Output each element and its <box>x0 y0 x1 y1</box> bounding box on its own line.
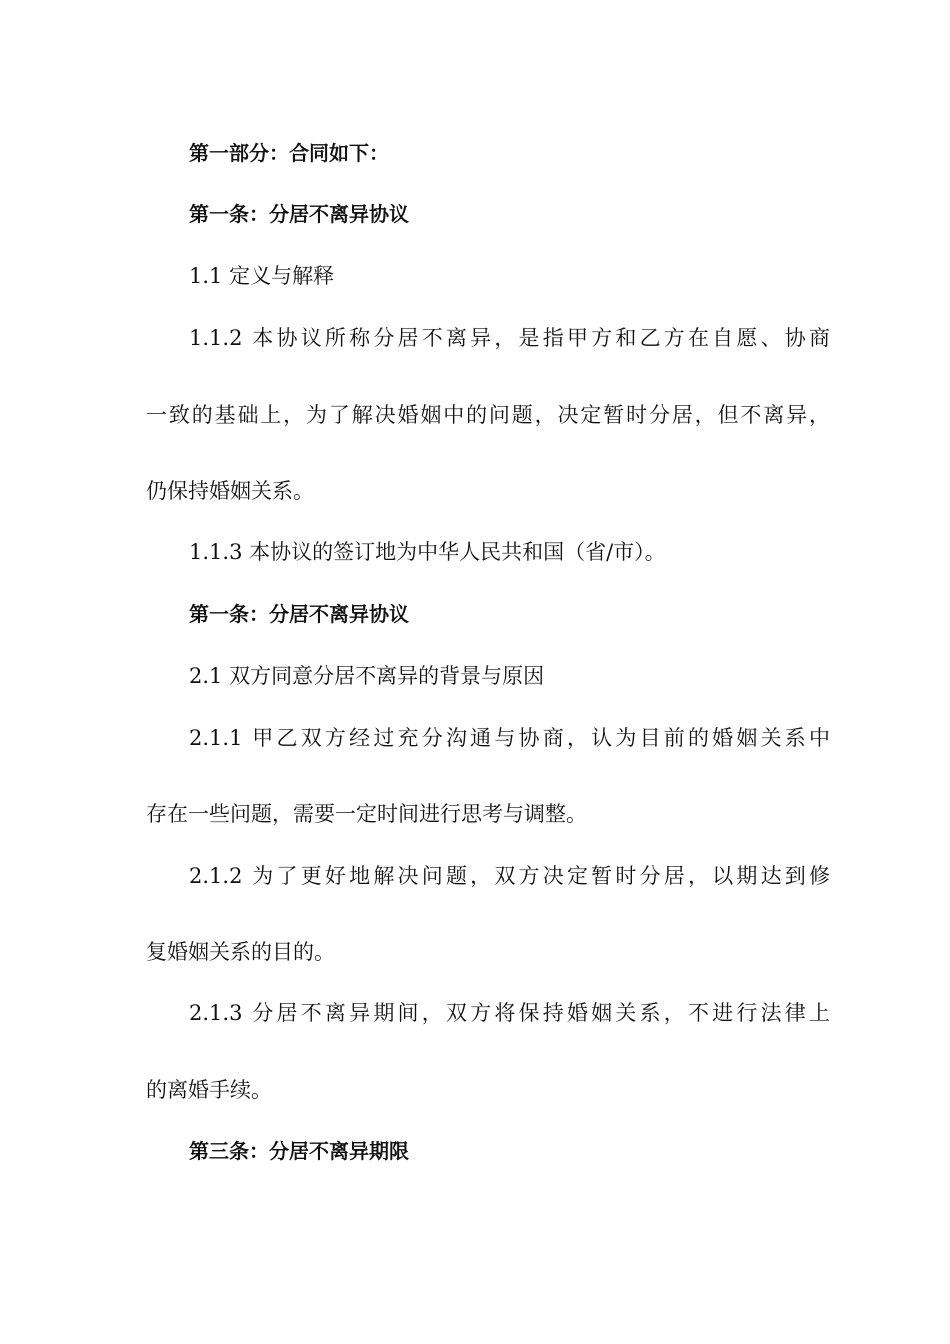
clause-text: 1.1.3 本协议的签订地为中华人民共和国（省/市）。 <box>189 540 666 564</box>
clause-text: 存在一些问题，需要一定时间进行思考与调整。 <box>146 802 587 826</box>
section-heading: 1.1 定义与解释 <box>189 264 335 288</box>
clause-text: 的离婚手续。 <box>146 1078 272 1102</box>
clause-text: 2.1.3 分居不离异期间，双方将保持婚姻关系，不进行法律上 <box>189 1001 830 1025</box>
part-heading: 第一部分：合同如下： <box>189 141 389 165</box>
clause-text: 2.1.2 为了更好地解决问题，双方决定暂时分居，以期达到修 <box>189 864 830 888</box>
clause-text: 仍保持婚姻关系。 <box>146 479 314 503</box>
article-heading: 第三条：分居不离异期限 <box>189 1139 409 1163</box>
section-heading: 2.1 双方同意分居不离异的背景与原因 <box>189 664 545 688</box>
clause-text: 一致的基础上，为了解决婚姻中的问题，决定暂时分居，但不离异， <box>146 403 830 427</box>
clause-text: 1.1.2 本协议所称分居不离异，是指甲方和乙方在自愿、协商 <box>189 326 830 350</box>
clause-text: 2.1.1 甲乙双方经过充分沟通与协商，认为目前的婚姻关系中 <box>189 726 830 750</box>
clause-text: 复婚姻关系的目的。 <box>146 940 335 964</box>
article-heading: 第一条：分居不离异协议 <box>189 202 409 226</box>
article-heading: 第一条：分居不离异协议 <box>189 602 409 626</box>
